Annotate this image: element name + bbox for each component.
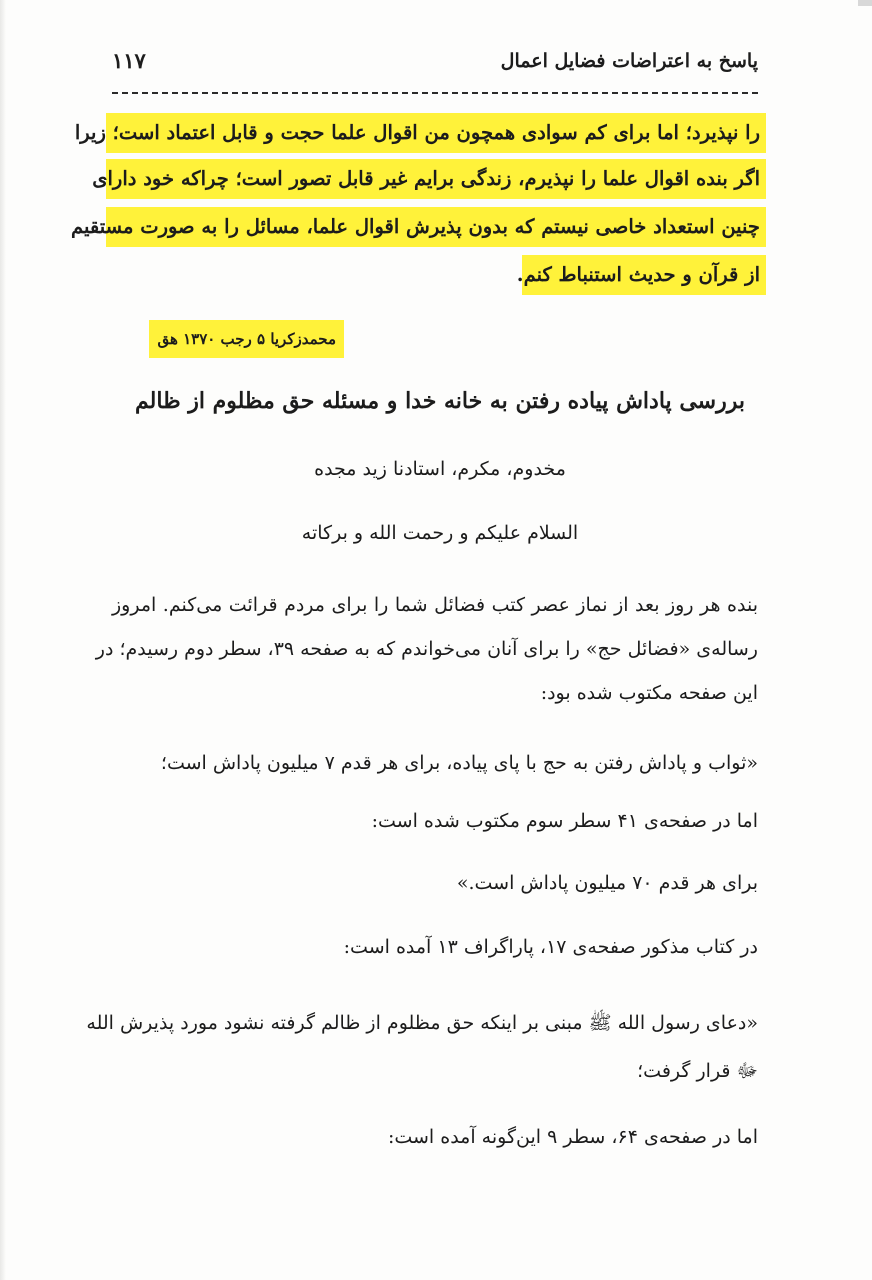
- page-edge-shadow: [0, 0, 6, 1280]
- paragraph-line: اما در صفحه‌ی ۶۴، سطر ۹ این‌گونه آمده است:: [387, 1126, 758, 1148]
- paragraph-line: بنده هر روز بعد از نماز عصر کتب فضائل شما را برای مردم قرائت می‌کنم. امروز: [112, 594, 758, 616]
- highlighted-line: اگر بنده اقوال علما را نپذیرم، زندگی برایم غیر قابل تصور است؛ چراکه خود دارای: [106, 159, 766, 199]
- highlighted-line: از قرآن و حدیث استنباط کنم.: [522, 255, 766, 295]
- page-header: [112, 44, 758, 84]
- signature-date: محمدزکریا ۵ رجب ۱۳۷۰ هق: [149, 320, 344, 358]
- address-line: مخدوم، مکرم، استادنا زید مجده: [314, 458, 566, 480]
- highlighted-passage: [70, 113, 766, 295]
- paragraph-line: این صفحه مکتوب شده بود:: [540, 682, 758, 704]
- quote-line: اما در صفحه‌ی ۴۱ سطر سوم مکتوب شده است:: [371, 810, 758, 832]
- paragraph-line: رساله‌ی «فضائل حج» را برای آنان می‌خواندم که به صفحه ۳۹، سطر دوم رسیدم؛ در: [95, 638, 758, 660]
- highlighted-line: چنین استعداد خاصی نیستم که بدون پذیرش اقوال علما، مسائل را به صورت مستقیم: [106, 207, 766, 247]
- highlighted-line: را نپذیرد؛ اما برای کم سوادی همچون من اقوال علما حجت و قابل اعتماد است؛ زیرا: [106, 113, 766, 153]
- quote-line: «دعای رسول الله ﷺ مبنی بر اینکه حق مظلوم از ظالم گرفته نشود مورد پذیرش الله: [86, 1012, 758, 1034]
- running-title: پاسخ به اعتراضات فضایل اعمال: [500, 50, 758, 72]
- section-heading: بررسی پاداش پیاده رفتن به خانه خدا و مسئله حق مظلوم از ظالم: [135, 388, 745, 414]
- corner-mark: [858, 0, 872, 6]
- quote-line: ﷻ قرار گرفت؛: [637, 1060, 758, 1082]
- greeting-line: السلام علیکم و رحمت الله و برکاته: [301, 522, 579, 544]
- quote-line: «ثواب و پاداش رفتن به حج با پای پیاده، برای هر قدم ۷ میلیون پاداش است؛: [160, 752, 758, 774]
- paragraph-line: در کتاب مذکور صفحه‌ی ۱۷، پاراگراف ۱۳ آمده است:: [343, 936, 758, 958]
- header-divider: [112, 92, 758, 94]
- quote-line: برای هر قدم ۷۰ میلیون پاداش است.»: [456, 872, 758, 894]
- page-number: ۱۱۷: [112, 48, 146, 73]
